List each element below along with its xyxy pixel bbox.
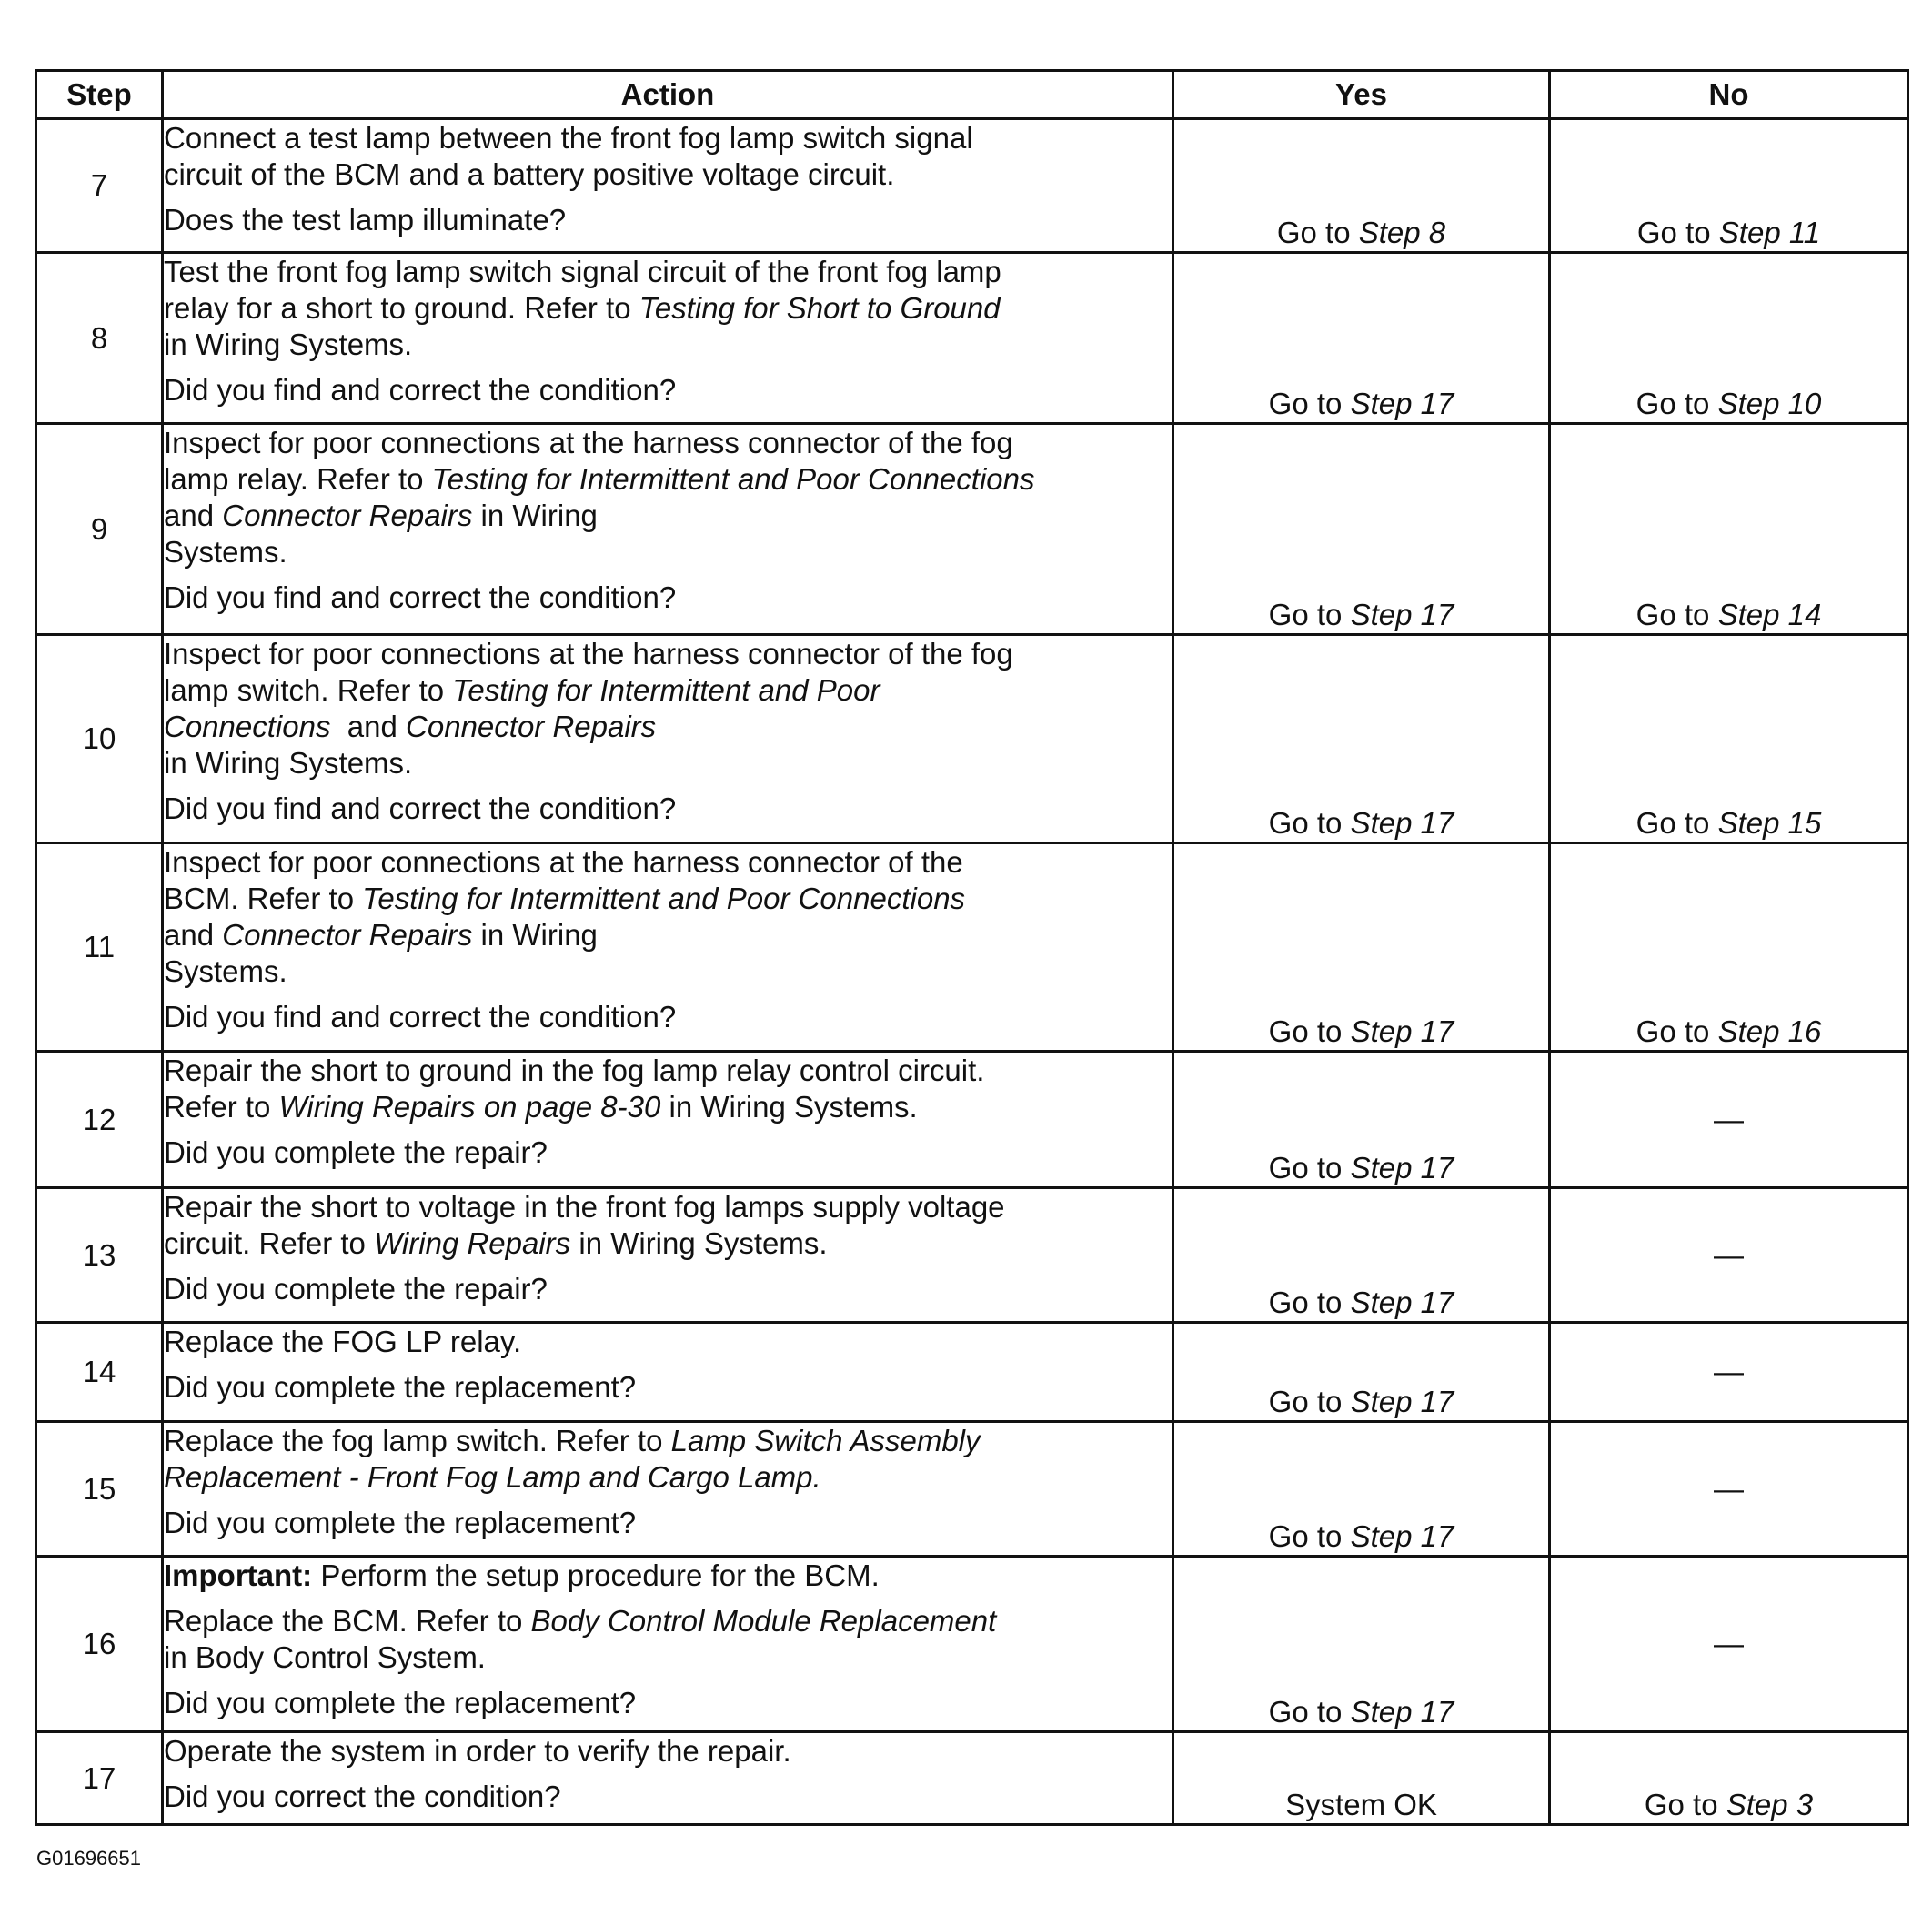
table-row — [36, 1422, 1908, 1557]
text-segment: Systems. — [164, 954, 287, 988]
action-line — [164, 1423, 1172, 1459]
action-question: Did you complete the replacement? — [164, 1370, 637, 1404]
outcome-prefix: Go to — [1268, 598, 1351, 631]
step-reference-link[interactable]: Step 17 — [1350, 1695, 1454, 1729]
step-reference-link[interactable]: Step 14 — [1717, 598, 1822, 631]
action-cell — [163, 424, 1173, 635]
step-number: 7 — [36, 119, 163, 253]
step-reference-link[interactable]: Step 17 — [1350, 1385, 1454, 1418]
step-reference-link[interactable]: Step 17 — [1350, 806, 1454, 840]
no-outcome-cell — [1550, 1557, 1908, 1732]
yes-outcome-cell — [1173, 1188, 1550, 1323]
action-cell — [163, 1557, 1173, 1732]
no-outcome-cell — [1550, 253, 1908, 424]
no-outcome-cell — [1550, 1052, 1908, 1188]
outcome-prefix: Go to — [1268, 1519, 1351, 1553]
table-row — [36, 119, 1908, 253]
action-question: Did you correct the condition? — [164, 1780, 561, 1813]
action-question: Did you complete the replacement? — [164, 1686, 637, 1719]
text-segment: Wiring Repairs — [374, 1226, 571, 1260]
figure-id: G01696651 — [36, 1847, 141, 1870]
action-line — [164, 672, 1172, 709]
text-segment: Connect a test lamp between the front fog lamp switch signal — [164, 121, 973, 155]
text-segment: Connector Repairs — [222, 918, 473, 952]
outcome-prefix: Go to — [1268, 1151, 1351, 1185]
action-line — [164, 1558, 1172, 1594]
action-line — [164, 1089, 1172, 1125]
text-segment: Testing for Short to Ground — [639, 291, 1001, 325]
text-segment: Connections — [164, 710, 331, 743]
text-segment: in Wiring Systems. — [570, 1226, 828, 1260]
yes-outcome-cell — [1173, 1323, 1550, 1422]
no-outcome-cell — [1550, 1323, 1908, 1422]
step-reference-link[interactable]: Step 8 — [1358, 216, 1446, 249]
step-reference-link[interactable]: Step 17 — [1350, 1286, 1454, 1319]
action-question: Did you find and correct the condition? — [164, 580, 677, 614]
action-question: Did you find and correct the condition? — [164, 1000, 677, 1034]
action-line — [164, 156, 1172, 193]
action-line — [164, 498, 1172, 534]
yes-outcome-cell — [1173, 424, 1550, 635]
table-row — [36, 1557, 1908, 1732]
text-segment: in Wiring Systems. — [660, 1090, 918, 1124]
action-line — [164, 917, 1172, 953]
table-body — [36, 119, 1908, 1825]
step-number: 10 — [36, 635, 163, 843]
action-line — [164, 120, 1172, 156]
text-segment: Replace the BCM. Refer to — [164, 1604, 531, 1638]
action-line — [164, 745, 1172, 781]
action-line — [164, 636, 1172, 672]
text-segment: in Wiring — [472, 499, 598, 532]
action-line — [164, 461, 1172, 498]
table-row — [36, 843, 1908, 1052]
action-sub-block — [164, 1603, 1172, 1676]
step-number: 13 — [36, 1188, 163, 1323]
not-applicable-dash: — — [1714, 1102, 1744, 1136]
text-segment: Replace the fog lamp switch. Refer to — [164, 1424, 671, 1457]
text-segment: Repair the short to voltage in the front fog lamps supply voltage — [164, 1190, 1005, 1224]
action-cell — [163, 1188, 1173, 1323]
not-applicable-dash: — — [1714, 1471, 1744, 1506]
no-outcome-cell — [1550, 1422, 1908, 1557]
text-segment: and — [164, 499, 223, 532]
no-outcome-cell — [1550, 843, 1908, 1052]
text-segment: Important: — [164, 1558, 313, 1592]
outcome-prefix: Go to — [1268, 1695, 1351, 1729]
outcome-prefix: Go to — [1268, 1385, 1351, 1418]
text-segment: Inspect for poor connections at the harness connector of the — [164, 845, 963, 879]
outcome-prefix: Go to — [1276, 216, 1359, 249]
no-outcome-cell — [1550, 635, 1908, 843]
yes-outcome-cell — [1173, 1052, 1550, 1188]
table-row — [36, 1188, 1908, 1323]
header-action: Action — [163, 71, 1173, 119]
yes-outcome-cell — [1173, 843, 1550, 1052]
text-segment: Replacement - Front Fog Lamp and Cargo Lamp. — [164, 1460, 821, 1494]
outcome-prefix: Go to — [1636, 216, 1719, 249]
action-line — [164, 254, 1172, 290]
action-line — [164, 1733, 1172, 1770]
step-reference-link[interactable]: Step 17 — [1350, 1014, 1454, 1048]
outcome-prefix: Go to — [1268, 806, 1351, 840]
yes-outcome-cell — [1173, 1557, 1550, 1732]
action-line — [164, 881, 1172, 917]
no-outcome-cell — [1550, 119, 1908, 253]
text-segment: Wiring Repairs on page 8-30 — [278, 1090, 661, 1124]
text-segment: Perform the setup procedure for the BCM. — [312, 1558, 880, 1592]
action-line — [164, 425, 1172, 461]
action-line — [164, 534, 1172, 570]
no-outcome-cell — [1550, 1732, 1908, 1825]
table-header-row — [36, 71, 1908, 119]
action-cell — [163, 253, 1173, 424]
action-line — [164, 1603, 1172, 1639]
action-line — [164, 1324, 1172, 1360]
text-segment: Systems. — [164, 535, 287, 569]
text-segment: BCM. Refer to — [164, 882, 363, 915]
text-segment: Testing for Intermittent and Poor Connections — [431, 462, 1035, 496]
action-question: Did you find and correct the condition? — [164, 792, 677, 825]
text-segment: Testing for Intermittent and Poor Connections — [362, 882, 966, 915]
outcome-prefix: Go to — [1268, 1286, 1351, 1319]
action-line — [164, 1189, 1172, 1225]
table-row — [36, 424, 1908, 635]
step-number: 15 — [36, 1422, 163, 1557]
step-number: 11 — [36, 843, 163, 1052]
action-line — [164, 709, 1172, 745]
step-number: 9 — [36, 424, 163, 635]
yes-outcome-cell — [1173, 253, 1550, 424]
no-outcome-cell — [1550, 424, 1908, 635]
text-segment: Operate the system in order to verify the repair. — [164, 1734, 791, 1768]
text-segment: Inspect for poor connections at the harness connector of the fog — [164, 637, 1013, 671]
text-segment: in Wiring Systems. — [164, 746, 413, 780]
outcome-prefix: Go to — [1268, 387, 1351, 420]
step-number: 12 — [36, 1052, 163, 1188]
not-applicable-dash: — — [1714, 1237, 1744, 1272]
yes-outcome-cell — [1173, 635, 1550, 843]
table-row — [36, 1052, 1908, 1188]
text-segment: lamp switch. Refer to — [164, 673, 453, 707]
step-number: 8 — [36, 253, 163, 424]
yes-outcome-cell — [1173, 1422, 1550, 1557]
step-reference-link[interactable]: Step 17 — [1350, 598, 1454, 631]
text-segment: circuit. Refer to — [164, 1226, 375, 1260]
text-segment: in Wiring — [472, 918, 598, 952]
action-cell — [163, 843, 1173, 1052]
action-cell — [163, 1323, 1173, 1422]
action-cell — [163, 1052, 1173, 1188]
action-cell — [163, 1732, 1173, 1825]
header-step: Step — [36, 71, 163, 119]
action-line — [164, 1639, 1172, 1676]
table-row — [36, 1732, 1908, 1825]
outcome-prefix: Go to — [1635, 387, 1718, 420]
action-line — [164, 290, 1172, 327]
step-number: 16 — [36, 1557, 163, 1732]
outcome-prefix: Go to — [1268, 1014, 1351, 1048]
action-line — [164, 327, 1172, 363]
text-segment: Body Control Module Replacement — [530, 1604, 997, 1638]
text-segment: in Wiring Systems. — [164, 328, 413, 361]
text-segment: Repair the short to ground in the fog lamp relay control circuit. — [164, 1054, 985, 1087]
text-segment: Connector Repairs — [406, 710, 657, 743]
yes-outcome-cell — [1173, 1732, 1550, 1825]
action-question: Did you complete the repair? — [164, 1135, 548, 1169]
text-segment: Test the front fog lamp switch signal circuit of the front fog lamp — [164, 255, 1001, 288]
step-reference-link[interactable]: Step 15 — [1717, 806, 1822, 840]
header-yes: Yes — [1173, 71, 1550, 119]
outcome-text: System OK — [1285, 1788, 1437, 1821]
action-line — [164, 844, 1172, 881]
text-segment: Connector Repairs — [222, 499, 473, 532]
step-reference-link[interactable]: Step 16 — [1717, 1014, 1822, 1048]
text-segment: Refer to — [164, 1090, 279, 1124]
action-cell — [163, 119, 1173, 253]
action-question: Did you find and correct the condition? — [164, 373, 677, 407]
text-segment: Testing for Intermittent and Poor — [452, 673, 880, 707]
text-segment: Replace the FOG LP relay. — [164, 1325, 522, 1358]
not-applicable-dash: — — [1714, 1627, 1744, 1660]
action-line — [164, 1053, 1172, 1089]
step-reference-link[interactable]: Step 10 — [1717, 387, 1822, 420]
action-line — [164, 953, 1172, 990]
step-reference-link[interactable]: Step 17 — [1350, 1151, 1454, 1185]
text-segment: lamp relay. Refer to — [164, 462, 432, 496]
header-no: No — [1550, 71, 1908, 119]
step-number: 14 — [36, 1323, 163, 1422]
outcome-prefix: Go to — [1635, 1014, 1718, 1048]
outcome-prefix: Go to — [1635, 598, 1718, 631]
action-cell — [163, 1422, 1173, 1557]
step-reference-link[interactable]: Step 17 — [1350, 1519, 1454, 1553]
table-row — [36, 1323, 1908, 1422]
text-segment: circuit of the BCM and a battery positive voltage circuit. — [164, 157, 895, 191]
outcome-prefix: Go to — [1644, 1788, 1726, 1821]
action-question: Does the test lamp illuminate? — [164, 203, 567, 237]
text-segment: in Body Control System. — [164, 1640, 486, 1674]
outcome-prefix: Go to — [1635, 806, 1718, 840]
text-segment: Inspect for poor connections at the harness connector of the fog — [164, 426, 1013, 459]
text-segment: and — [330, 710, 407, 743]
action-question: Did you complete the replacement? — [164, 1506, 637, 1539]
step-reference-link[interactable]: Step 3 — [1726, 1788, 1814, 1821]
step-reference-link[interactable]: Step 11 — [1718, 216, 1821, 249]
table-row — [36, 635, 1908, 843]
action-line — [164, 1459, 1172, 1496]
action-question: Did you complete the repair? — [164, 1272, 548, 1306]
step-reference-link[interactable]: Step 17 — [1350, 387, 1454, 420]
action-line — [164, 1225, 1172, 1262]
action-cell — [163, 635, 1173, 843]
yes-outcome-cell — [1173, 119, 1550, 253]
text-segment: and — [164, 918, 223, 952]
no-outcome-cell — [1550, 1188, 1908, 1323]
diagnostic-table — [35, 69, 1909, 1826]
text-segment: relay for a short to ground. Refer to — [164, 291, 639, 325]
text-segment: Lamp Switch Assembly — [670, 1424, 981, 1457]
step-number: 17 — [36, 1732, 163, 1825]
not-applicable-dash: — — [1714, 1355, 1744, 1388]
table-row — [36, 253, 1908, 424]
